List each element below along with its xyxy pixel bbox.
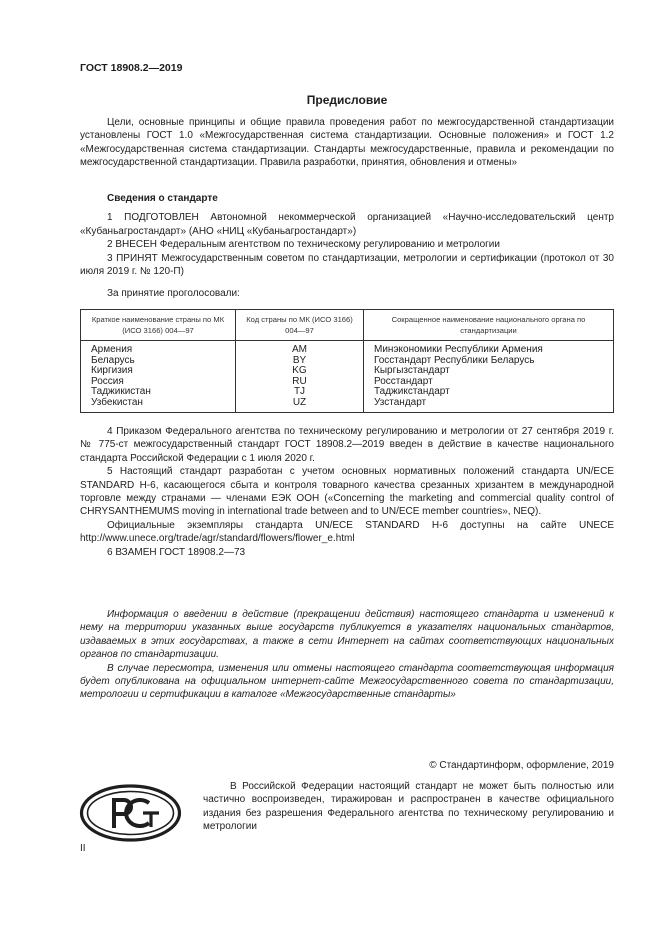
country-name: Киргизия xyxy=(81,366,236,377)
table-row xyxy=(81,398,614,412)
item-6: 6 ВЗАМЕН ГОСТ 18908.2—73 xyxy=(107,546,246,558)
country-name: Армения xyxy=(81,341,236,356)
voting-table xyxy=(80,309,614,413)
standards-body: Таджикстандарт xyxy=(364,387,614,398)
column-header-body: Сокращенное наименование национального органа по стандартизации xyxy=(364,310,614,341)
vote-intro: За принятие проголосовали: xyxy=(107,288,240,299)
table-header-row xyxy=(81,310,614,341)
country-code: RU xyxy=(236,377,364,388)
country-name: Узбекистан xyxy=(81,398,236,412)
table-row xyxy=(81,341,614,356)
country-name: Россия xyxy=(81,377,236,388)
rf-notice-section xyxy=(203,780,614,834)
table-row xyxy=(81,377,614,388)
item-5: 5 Настоящий стандарт разработан с учетом основных нормативных положений стандарта UN/ECE STANDARD H-6, касающегося сбыта и контроля товарного качества срезанных хризантем в международной торговле между странами — членами ЕЭК ООН («Concerning the marketing and commercial quality control of CHRYSANTHEMUMS moving in international trade between and to UN/ECE member countries», NEQ). xyxy=(80,466,614,518)
about-item-2: 2 ВНЕСЕН Федеральным агентством по техническому регулированию и метрологии xyxy=(107,239,500,251)
about-heading: Сведения о стандарте xyxy=(107,193,218,204)
standard-code: ГОСТ 18908.2—2019 xyxy=(80,62,183,74)
intro-section xyxy=(80,116,614,170)
column-header-code: Код страны по МК (ИСО 3166) 004—97 xyxy=(236,310,364,341)
item-4: 4 Приказом Федерального агентства по техническому регулированию и метрологии от 27 сентября 2019 г. № 775-ст межгосударственный стандарт ГОСТ 18908.2—2019 введен в действие в качестве национального стандарта Российской Федерации с 1 июля 2020 г. xyxy=(80,426,614,464)
info-paragraph-2: В случае пересмотра, изменения или отмены настоящего стандарта соответствующая информация будет опубликована на официальном интернет-сайте Межгосударственного совета по стандартизации, метрологии и сертификации в каталоге «Межгосударственные стандарты» xyxy=(80,662,614,701)
intro-paragraph: Цели, основные принципы и общие правила проведения работ по межгосударственной стандартизации установлены ГОСТ 1.0 «Межгосударственная система стандартизации. Основные положения» и ГОСТ 1.2 «Межгосударственная система стандартизации. Стандарты межгосударственные, правила и рекомендации по межгосударственной стандартизации. Правила разработки, принятия, обновления и отмены» xyxy=(80,117,614,169)
country-code: AM xyxy=(236,341,364,356)
standards-body: Кыргызстандарт xyxy=(364,366,614,377)
standards-body: Госстандарт Республики Беларусь xyxy=(364,356,614,367)
rf-notice: В Российской Федерации настоящий стандарт не может быть полностью или частично воспроизведен, тиражирован и распространен в качестве официального издания без разрешения Федерального агентства по техническому регулированию и метрологии xyxy=(203,781,614,833)
vote-intro-section xyxy=(80,287,614,300)
page-title: Предисловие xyxy=(306,93,388,107)
standards-body: Узстандарт xyxy=(364,398,614,412)
standards-body: Росстандарт xyxy=(364,377,614,388)
info-paragraph-1: Информация о введении в действие (прекращении действия) настоящего стандарта и изменений к нему на территории указанных выше государств публикуется в указателях национальных стандартов, издаваемых в этих государствах, а также в сети Интернет на сайтах соответствующих национальных органов по стандартизации. xyxy=(80,609,614,661)
about-item-1: 1 ПОДГОТОВЛЕН Автономной некоммерческой организацией «Научно-исследовательский центр «Кубаньагростандарт» (АНО «НИЦ «Кубаньагростандарт») xyxy=(80,212,614,237)
further-items-section xyxy=(80,425,614,559)
copyright-line: © Стандартинформ, оформление, 2019 xyxy=(429,760,614,771)
table-row xyxy=(81,356,614,367)
about-item-3: 3 ПРИНЯТ Межгосударственным советом по стандартизации, метрологии и сертификации (протокол от 30 июля 2019 г. № 120-П) xyxy=(80,252,614,278)
page-number: II xyxy=(80,843,86,854)
about-section xyxy=(80,192,614,278)
column-header-country: Краткое наименование страны по МК (ИСО 3166) 004—97 xyxy=(81,310,236,341)
rst-certification-mark-icon xyxy=(79,783,182,843)
unece-note: Официальные экземпляры стандарта UN/ECE STANDARD H-6 доступны на сайте UNECE http://www.unece.org/trade/agr/standard/flowers/flower_e.html xyxy=(80,519,614,545)
info-section xyxy=(80,608,614,702)
standards-body: Минэкономики Республики Армения xyxy=(364,341,614,356)
table-row xyxy=(81,387,614,398)
country-code: UZ xyxy=(236,398,364,412)
country-name: Таджикистан xyxy=(81,387,236,398)
table-row xyxy=(81,366,614,377)
country-name: Беларусь xyxy=(81,356,236,367)
country-code: TJ xyxy=(236,387,364,398)
country-code: BY xyxy=(236,356,364,367)
country-code: KG xyxy=(236,366,364,377)
